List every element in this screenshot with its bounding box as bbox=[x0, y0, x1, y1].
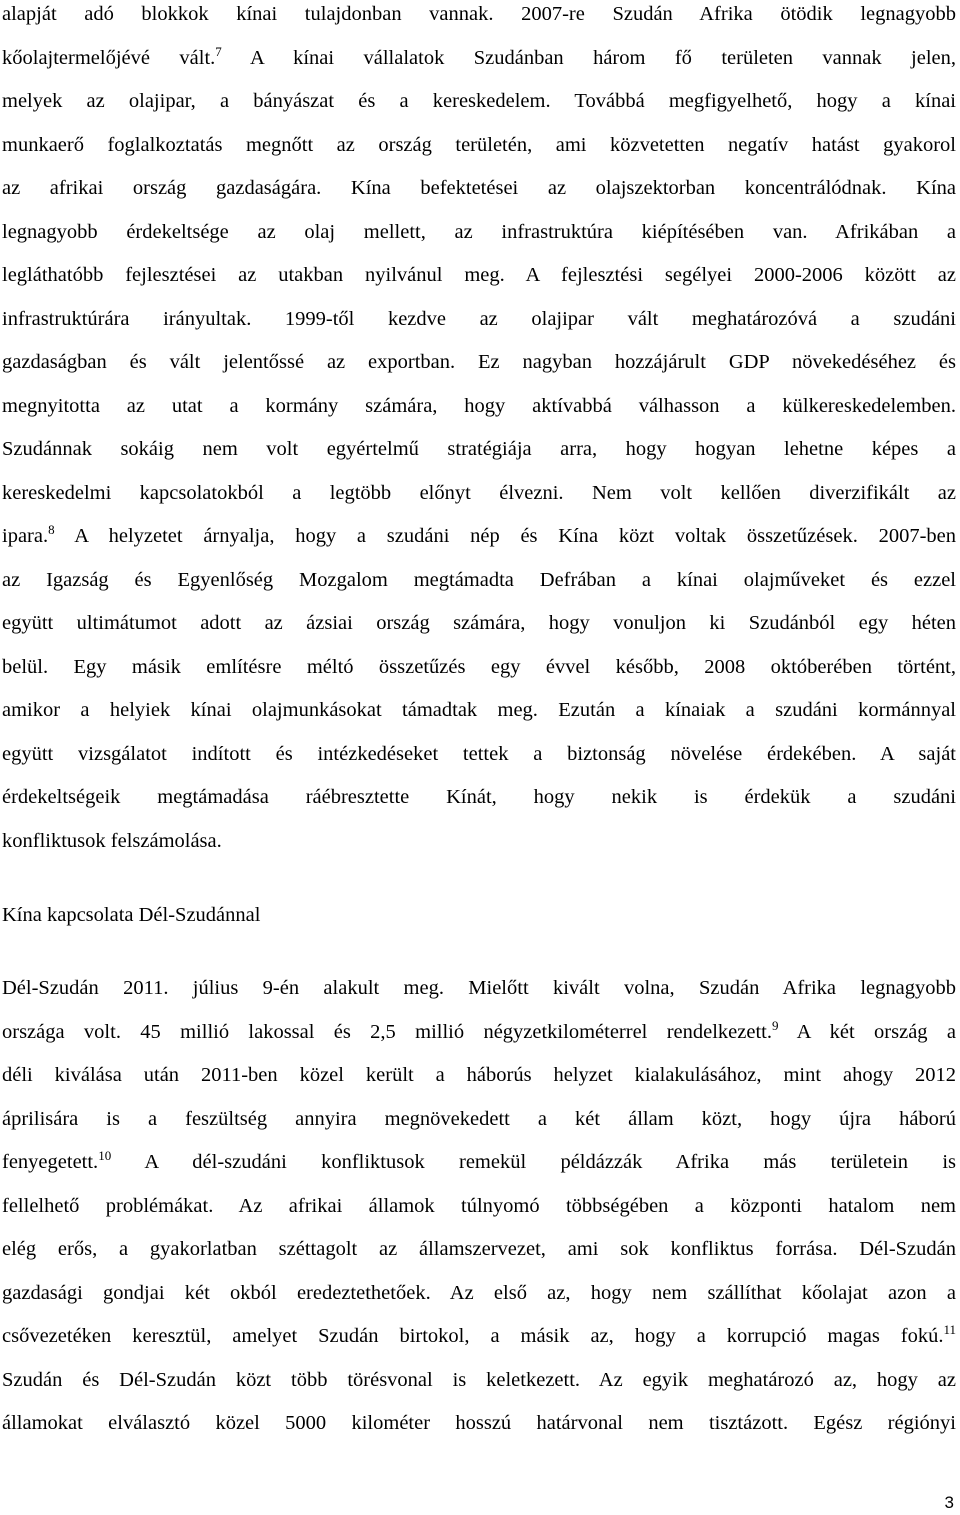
text-line-content: csővezetéken keresztül, amelyet Szudán birtokol, a másik az, hogy a korrupció magas fokú. bbox=[2, 1325, 944, 1347]
text-line-continuation: A kínai vállalatok Szudánban három fő területen vannak jelen, bbox=[221, 46, 956, 69]
text-line bbox=[2, 650, 956, 684]
text-line-content: alapját adó blokkok kínai tulajdonban vannak. 2007-re Szudán Afrika ötödik legnagyobb bbox=[2, 3, 956, 25]
text-line bbox=[2, 780, 956, 814]
text-line-content: déli kiválása után 2011-ben közel került a háborús helyzet kialakulásához, mint ahogy 2012 bbox=[2, 1064, 956, 1086]
text-line bbox=[2, 1406, 956, 1440]
footnote-reference: 10 bbox=[98, 1148, 112, 1163]
text-line bbox=[2, 215, 956, 249]
text-line bbox=[2, 737, 956, 771]
text-line bbox=[2, 971, 956, 1005]
text-line bbox=[2, 1363, 956, 1397]
text-line-content: gazdaságban és vált jelentőssé az exportban. Ez nagyban hozzájárult GDP növekedéséhez és bbox=[2, 351, 956, 373]
text-line-continuation: A helyzetet árnyalja, hogy a szudáni nép és Kína közt voltak összetűzések. 2007-ben bbox=[54, 525, 956, 547]
text-line-content: amikor a helyiek kínai olajmunkásokat támadtak meg. Ezután a kínaiak a szudáni kormánnyal bbox=[2, 699, 956, 721]
text-line-content: konfliktusok felszámolása. bbox=[2, 829, 222, 852]
text-line bbox=[2, 606, 956, 640]
text-line bbox=[2, 1189, 956, 1223]
text-line-content: melyek az olajipar, a bányászat és a kereskedelem. Továbbá megfigyelhető, hogy a kínai bbox=[2, 90, 956, 112]
text-line-content: legláthatóbb fejlesztései az utakban nyilvánul meg. A fejlesztési segélyei 2000-2006 között az bbox=[2, 264, 956, 286]
text-line-content: fenyegetett. bbox=[2, 1151, 99, 1173]
text-line-content: együtt ultimátumot adott az ázsiai ország számára, hogy vonuljon ki Szudánból egy héten bbox=[2, 612, 956, 634]
text-line-continuation: A két ország a bbox=[778, 1020, 956, 1043]
footnote-reference: 11 bbox=[943, 1322, 956, 1337]
text-line-content: megnyitotta az utat a kormány számára, hogy aktívabbá válhasson a külkereskedelemben. bbox=[2, 394, 956, 417]
text-line-content: fellelhető problémákat. Az afrikai államok túlnyomó többségében a központi hatalom nem bbox=[2, 1194, 956, 1217]
text-line-content: együtt vizsgálatot indított és intézkedéseket tettek a biztonság növelése érdekében. A saját bbox=[2, 742, 956, 765]
text-line bbox=[2, 1102, 956, 1136]
footnote-reference: 8 bbox=[48, 522, 55, 537]
text-line bbox=[2, 519, 956, 553]
text-line-content: belül. Egy másik említésre méltó összetűzés egy évvel később, 2008 októberében történt, bbox=[2, 655, 956, 678]
text-line bbox=[2, 171, 956, 205]
text-line-content: az afrikai ország gazdaságára. Kína befektetései az olajszektorban koncentrálódnak. Kína bbox=[2, 177, 956, 199]
text-line bbox=[2, 345, 956, 379]
text-line bbox=[2, 1276, 956, 1310]
text-line-content: kőolajtermelőjévé vált. bbox=[2, 46, 216, 69]
text-line bbox=[2, 1058, 956, 1092]
text-line bbox=[2, 302, 956, 336]
text-line bbox=[2, 1232, 956, 1266]
text-line bbox=[2, 1015, 956, 1049]
text-line bbox=[2, 41, 956, 75]
text-line bbox=[2, 824, 956, 858]
text-line-content: munkaerő foglalkoztatás megnőtt az ország területén, ami közvetetten negatív hatást gyakorol bbox=[2, 133, 956, 156]
text-line bbox=[2, 0, 956, 31]
text-line bbox=[2, 1319, 956, 1353]
text-line bbox=[2, 563, 956, 597]
text-line-content: elég erős, a gyakorlatban széttagolt az államszervezet, ami sok konfliktus forrása. Dél-Szudán bbox=[2, 1238, 956, 1260]
text-line-content: Szudánnak sokáig nem volt egyértelmű stratégiája arra, hogy hogyan lehetne képes a bbox=[2, 438, 956, 460]
text-line-content: legnagyobb érdekeltsége az olaj mellett, az infrastruktúra kiépítésében van. Afrikában a bbox=[2, 220, 956, 243]
text-line bbox=[2, 1145, 956, 1179]
text-line-content: érdekeltségeik megtámadása ráébresztette Kínát, hogy nekik is érdekük a szudáni bbox=[2, 786, 956, 808]
text-line bbox=[2, 128, 956, 162]
text-line-content: kereskedelmi kapcsolatokból a legtöbb előnyt élvezni. Nem volt kellően diverzifikált az bbox=[2, 481, 956, 504]
text-line-content: áprilisára is a feszültség annyira megnövekedett a két állam közt, hogy újra háború bbox=[2, 1107, 956, 1130]
text-line bbox=[2, 476, 956, 510]
section-heading: Kína kapcsolata Dél-Szudánnal bbox=[2, 904, 261, 926]
text-line-content: államokat elválasztó közel 5000 kilométer hosszú határvonal nem tisztázott. Egész régiónyi bbox=[2, 1412, 956, 1434]
text-line-content: ipara. bbox=[2, 525, 49, 547]
text-line-content: infrastruktúrára irányultak. 1999-től kezdve az olajipar vált meghatározóvá a szudáni bbox=[2, 307, 956, 330]
text-line-content: országa volt. 45 millió lakossal és 2,5 millió négyzetkilométerrel rendelkezett. bbox=[2, 1020, 772, 1043]
footnote-reference: 9 bbox=[771, 1017, 779, 1033]
text-line-content: Szudán és Dél-Szudán közt több törésvonal is keletkezett. Az egyik meghatározó az, hogy az bbox=[2, 1368, 956, 1391]
text-line-content: Dél-Szudán 2011. július 9-én alakult meg. Mielőtt kivált volna, Szudán Afrika legnagyobb bbox=[2, 977, 956, 999]
text-line bbox=[2, 432, 956, 466]
text-line-continuation: A dél-szudáni konfliktusok remekül példázzák Afrika más területein is bbox=[111, 1151, 956, 1173]
text-line bbox=[2, 693, 956, 727]
text-line-content: az Igazság és Egyenlőség Mozgalom megtámadta Defrában a kínai olajműveket és ezzel bbox=[2, 568, 956, 591]
page-number: 3 bbox=[944, 1493, 954, 1512]
text-line bbox=[2, 258, 956, 292]
text-line bbox=[2, 389, 956, 423]
footnote-reference: 7 bbox=[215, 43, 222, 59]
text-line-content: gazdasági gondjai két okból eredeztethetőek. Az első az, hogy nem szállíthat kőolajat azon a bbox=[2, 1281, 956, 1304]
text-line bbox=[2, 84, 956, 118]
